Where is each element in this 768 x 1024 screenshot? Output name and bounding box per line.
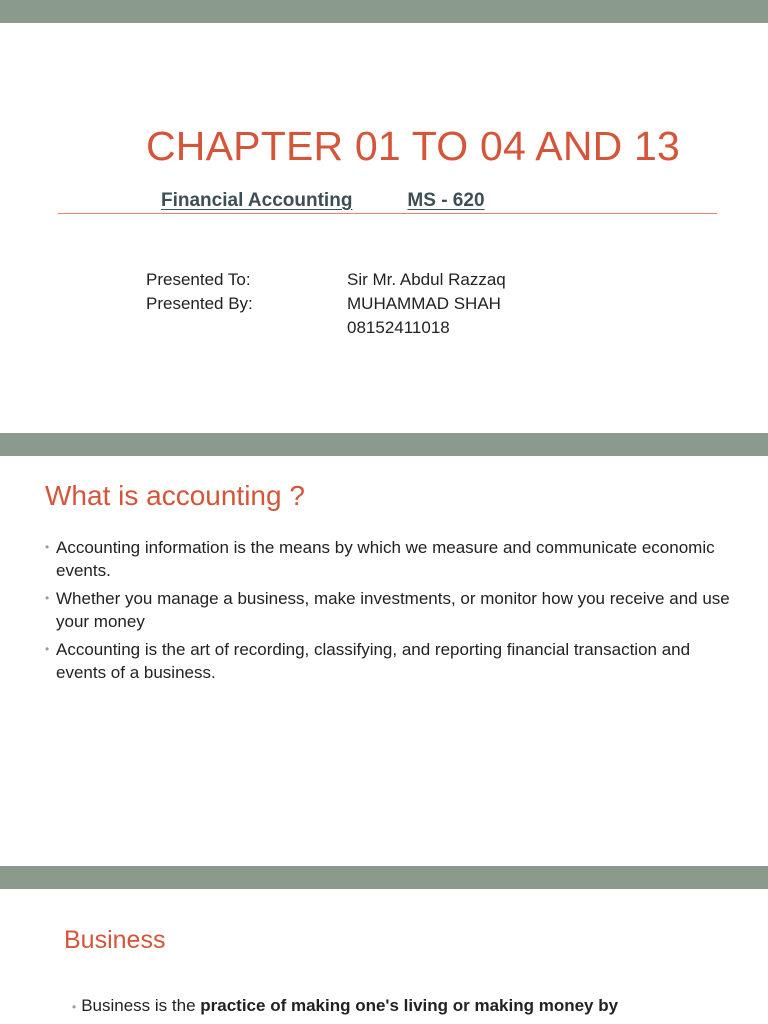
top-divider-bar xyxy=(0,0,768,23)
course-name: Financial Accounting xyxy=(161,190,353,211)
presented-by-label: Presented By: xyxy=(146,294,253,313)
slide-heading: Business xyxy=(64,926,166,954)
bullet-icon: • xyxy=(72,1000,77,1014)
title-rule xyxy=(58,213,717,214)
slide-divider-bar xyxy=(0,433,768,456)
bullet-icon: • xyxy=(45,642,50,656)
accounting-slide xyxy=(0,456,768,866)
bullet-text: Whether you manage a business, make investments, or monitor how you receive and use your money xyxy=(56,589,730,631)
bullet-text: Business is the xyxy=(81,996,201,1015)
presented-to-label: Presented To: xyxy=(146,270,251,289)
course-subtitle xyxy=(161,190,485,212)
presented-to-value: Sir Mr. Abdul Razzaq xyxy=(347,270,506,289)
bullet-bold-text: practice of making one's living or making money by xyxy=(200,996,619,1015)
presenter-values xyxy=(347,268,506,340)
list-item xyxy=(45,587,735,633)
bullet-text: Accounting is the art of recording, classifying, and reporting financial transaction and events of a business. xyxy=(56,640,691,682)
list-item xyxy=(72,996,618,1016)
slide-heading: What is accounting ? xyxy=(45,480,305,511)
list-item xyxy=(45,536,735,582)
list-item xyxy=(45,638,735,684)
presenter-labels xyxy=(146,268,253,316)
business-slide xyxy=(0,889,768,1024)
slide-divider-bar xyxy=(0,866,768,889)
bullet-text: Accounting information is the means by which we measure and communicate economic events. xyxy=(56,538,715,580)
bullet-list xyxy=(45,536,735,689)
slide-title: CHAPTER 01 TO 04 AND 13 xyxy=(146,123,681,169)
bullet-icon: • xyxy=(45,540,50,554)
bullet-icon: • xyxy=(45,591,50,605)
course-code: MS - 620 xyxy=(407,190,485,211)
title-slide xyxy=(0,23,768,433)
presenter-id: 08152411018 xyxy=(347,318,450,337)
presented-by-value: MUHAMMAD SHAH xyxy=(347,294,501,313)
